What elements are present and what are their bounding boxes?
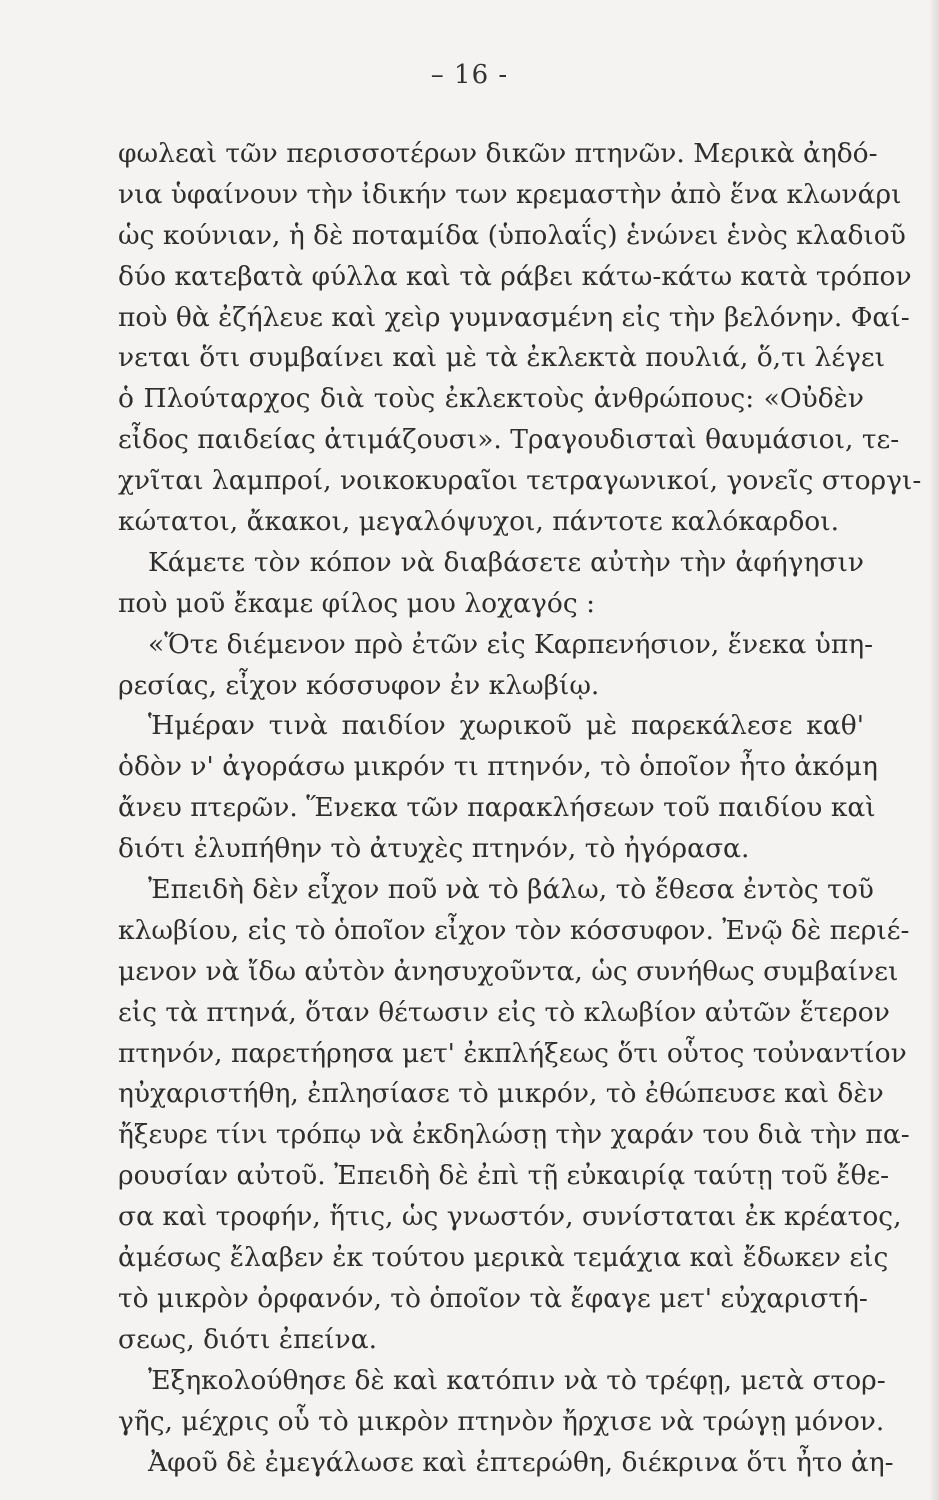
text-line: ρεσίας, εἶχον κόσσυφον ἐν κλωβίῳ. [118,669,600,701]
text-line: ηὐχαριστήθη, ἐπλησίασε τὸ μικρόν, τὸ ἐθώπευσε καὶ δὲν [118,1078,884,1110]
text-line: ὁ Πλούταρχος διὰ τοὺς ἐκλεκτοὺς ἀνθρώπους: «Οὐδὲν [118,383,864,415]
text-line: πτηνόν, παρετήρησα μετ' ἐκπλήξεως ὅτι οὗτος τοὐναντίον [118,1037,907,1069]
text-line: «Ὅτε διέμενον πρὸ ἐτῶν εἰς Καρπενήσιον, ἕνεκα ὑπη- [148,628,874,660]
text-line: Κάμετε τὸν κόπον νὰ διαβάσετε αὐτὴν τὴν ἀφήγησιν [148,546,864,578]
text-line: σεως, διότι ἐπείνα. [118,1323,378,1355]
text-line: Ἀφοῦ δὲ ἐμεγάλωσε καὶ ἐπτερώθη, διέκρινα ὅτι ἦτο ἀη- [148,1446,894,1478]
text-line: ἀμέσως ἔλαβεν ἐκ τούτου μερικὰ τεμάχια καὶ ἔδωκεν εἰς [118,1242,889,1274]
text-line: διότι ἐλυπήθην τὸ ἀτυχὲς πτηνόν, τὸ ἠγόρασα. [118,833,750,865]
text-line: ὡς κούνιαν, ἡ δὲ ποταμίδα (ὑπολαΐς) ἑνώνει ἑνὸς κλαδιοῦ [118,219,906,251]
page-edge-shadow [929,0,939,1500]
body-text [118,134,922,1483]
text-line: εἶδος παιδείας ἀτιμάζουσι». Τραγουδισταὶ θαυμάσιοι, τε- [118,424,900,456]
text-line: ἤξευρε τίνι τρόπῳ νὰ ἐκδηλώσῃ τὴν χαράν του διὰ τὴν πα- [118,1119,910,1151]
text-line: τὸ μικρὸν ὀρφανόν, τὸ ὁποῖον τὰ ἔφαγε μετ' εὐχαριστή- [118,1282,868,1314]
text-line: ποὺ μοῦ ἔκαμε φίλος μου λοχαγός : [118,587,596,619]
text-line: εἰς τὰ πτηνά, ὅταν θέτωσιν εἰς τὸ κλωβίον αὐτῶν ἕτερον [118,996,890,1028]
text-line: κλωβίου, εἰς τὸ ὁποῖον εἶχον τὸν κόσσυφον. Ἐνῷ δὲ περιέ- [118,914,910,946]
text-line: νεται ὅτι συμβαίνει καὶ μὲ τὰ ἐκλεκτὰ πουλιά, ὅ,τι λέγει [118,342,886,374]
text-line: σα καὶ τροφήν, ἥτις, ὡς γνωστόν, συνίσταται ἐκ κρέατος, [118,1201,902,1233]
text-line: δύο κατεβατὰ φύλλα καὶ τὰ ράβει κάτω-κάτω κατὰ τρόπον [118,260,912,292]
text-line: ἄνευ πτερῶν. Ἕνεκα τῶν παρακλήσεων τοῦ παιδίου καὶ [118,792,876,824]
text-line: Ἐπειδὴ δὲν εἶχον ποῦ νὰ τὸ βάλω, τὸ ἔθεσα ἐντὸς τοῦ [148,874,874,906]
text-line: ποὺ θὰ ἐζήλευε καὶ χεὶρ γυμνασμένη εἰς τὴν βελόνην. Φαί- [118,301,910,333]
text-line: νια ὑφαίνουν τὴν ἰδικήν των κρεμαστὴν ἀπὸ ἕνα κλωνάρι [118,178,902,210]
text-line: μενον νὰ ἴδω αὐτὸν ἀνησυχοῦντα, ὡς συνήθως συμβαίνει [118,955,899,987]
text-line: Ἐξηκολούθησε δὲ καὶ κατόπιν νὰ τὸ τρέφῃ, μετὰ στορ- [148,1364,886,1396]
text-line: ρουσίαν αὐτοῦ. Ἐπειδὴ δὲ ἐπὶ τῇ εὐκαιρίᾳ ταύτῃ τοῦ ἔθε- [118,1160,890,1192]
text-line: γῆς, μέχρις οὗ τὸ μικρὸν πτηνὸν ἤρχισε νὰ τρώγῃ μόνον. [118,1405,885,1437]
text-line: φωλεαὶ τῶν περισσοτέρων δικῶν πτηνῶν. Μερικὰ ἀηδό- [118,138,878,169]
text-line: Ἡμέραν τινὰ παιδίον χωρικοῦ μὲ παρεκάλεσε καθ' [148,710,864,742]
text-line: κώτατοι, ἄκακοι, μεγαλόψυχοι, πάντοτε καλόκαρδοι. [118,506,840,538]
text-line: χνῖται λαμπροί, νοικοκυραῖοι τετραγωνικοί, γονεῖς στοργι- [118,465,922,497]
page-number: – 16 - [430,60,509,90]
text-line: ὁδὸν ν' ἀγοράσω μικρόν τι πτηνόν, τὸ ὁποῖον ἦτο ἀκόμη [118,751,878,783]
